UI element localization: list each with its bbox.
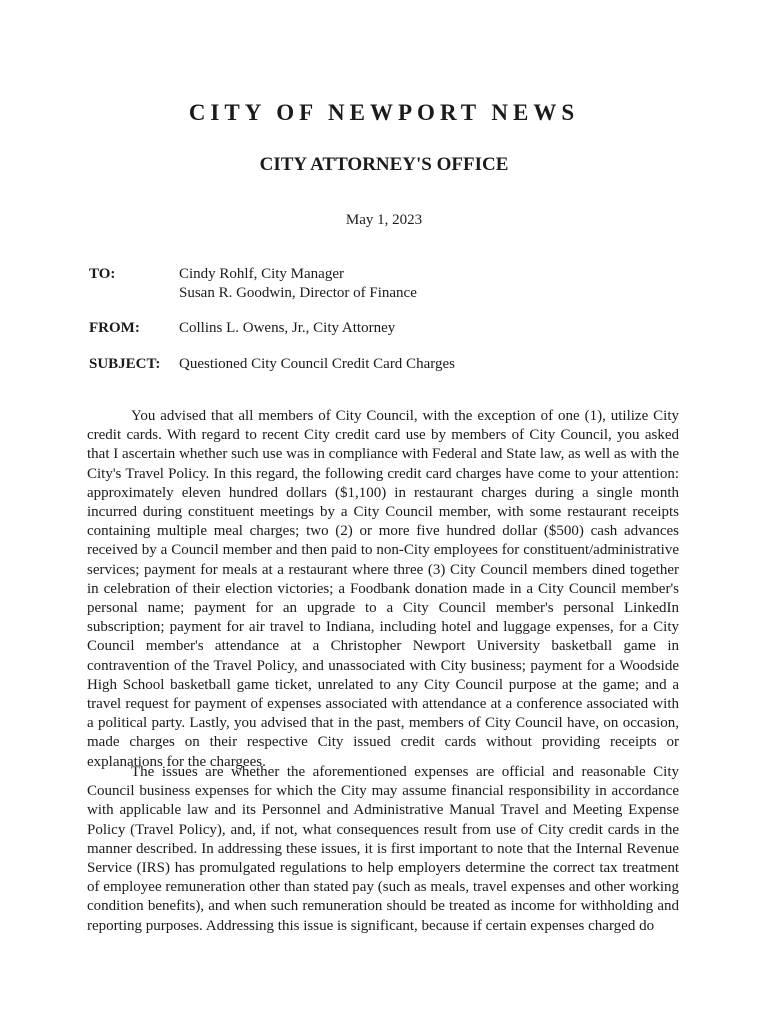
from-label: FROM:	[89, 320, 140, 336]
subject-label: SUBJECT:	[89, 356, 161, 372]
office-title: CITY ATTORNEY'S OFFICE	[259, 154, 509, 175]
to-recipients	[179, 265, 417, 303]
body-paragraph: You advised that all members of City Council, with the exception of one (1), utilize City credit cards. With regard to recent City credit card use by members of City Council, you asked that I ascertain whether such use was in compliance with Federal and State law, as well as with the City's Travel Policy. In this regard, the following credit card charges have come to your attention: approximately eleven hundred dollars ($1,100) in restaurant charges during a single month incurred during constituent meetings by a City Council member, with some restaurant receipts containing multiple meal charges; two (2) or more five hundred dollar ($500) cash advances received by a Council member and then paid to non-City employees for constituent/administrative services; payment for meals at a restaurant where three (3) City Council members dined together in celebration of their election victories; a Foodbank donation made in a City Council member's personal name; payment for an upgrade to a City Council member's personal LinkedIn subscription; payment for air travel to Indiana, including hotel and luggage expenses, for a City Council member's attendance at a Christopher Newport University basketball game in contravention of the Travel Policy, and unassociated with City business; payment for a Woodside High School basketball game ticket, unrelated to any City Council purpose at the game; and a travel request for payment of expenses associated with attendance at a conference associated with a political party. Lastly, you advised that in the past, members of City Council have, on occasion, made charges on their respective City issued credit cards without providing receipts or explanations for the chargees.	[87, 408, 679, 770]
city-title: CITY OF NEWPORT NEWS	[188, 100, 580, 125]
to-label: TO:	[89, 266, 116, 282]
to-recipient: Susan R. Goodwin, Director of Finance	[179, 285, 417, 301]
memo-date: May 1, 2023	[345, 212, 423, 228]
to-recipient: Cindy Rohlf, City Manager	[179, 266, 344, 282]
body-paragraph: The issues are whether the aforementioned expenses are official and reasonable City Council business expenses for which the City may assume financial responsibility in accordance with applicable law and its Personnel and Administrative Manual Travel and Meeting Expense Policy (Travel Policy), and, if not, what consequences result from use of City credit cards in the manner described. In addressing these issues, it is first important to note that the Internal Revenue Service (IRS) has promulgated regulations to help employers determine the correct tax treatment of employee remuneration other than stated pay (such as meals, travel expenses and other working condition benefits), and when such remuneration should be treated as income for withholding and reporting purposes. Addressing this issue is significant, because if certain expenses charged do	[87, 764, 679, 934]
from-value: Collins L. Owens, Jr., City Attorney	[179, 320, 396, 336]
subject-value: Questioned City Council Credit Card Charges	[179, 356, 455, 372]
